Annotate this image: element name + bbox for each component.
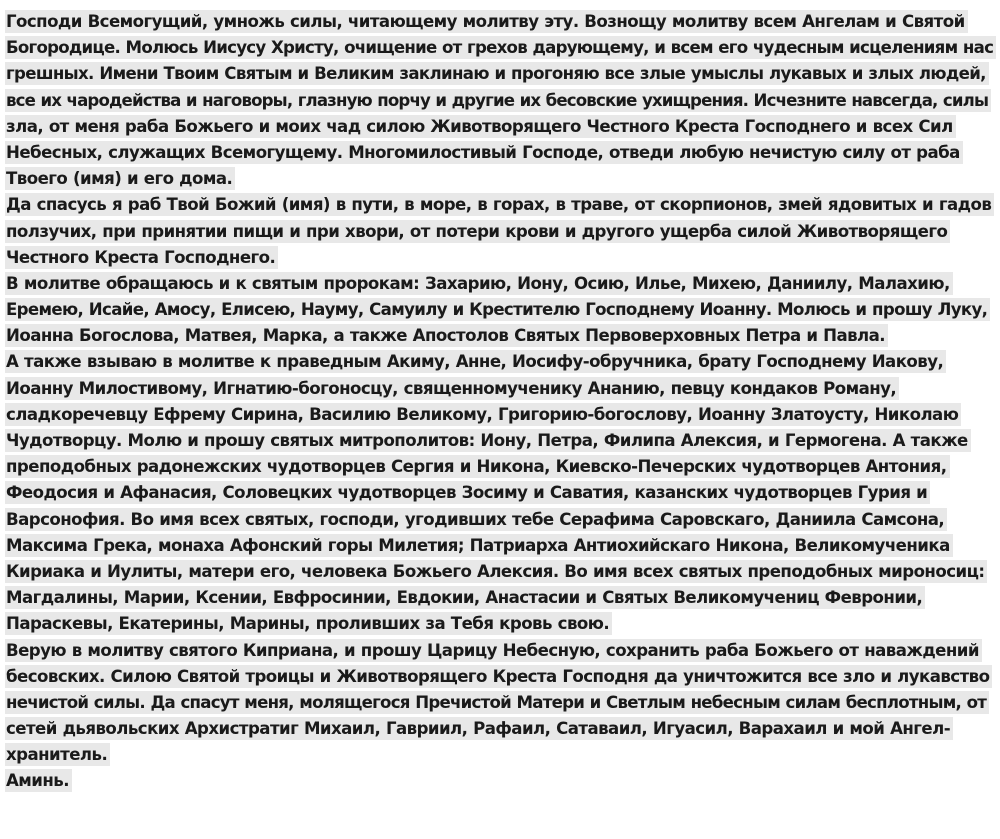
text-line-content: грешных. Имени Твоим Святым и Великим заклинаю и прогоняю все злые умыслы лукавых и злых людей, [5, 62, 989, 85]
text-line [5, 559, 997, 585]
text-line [5, 638, 997, 664]
text-line-content: все их чародейства и наговоры, глазную порчу и другие их бесовские ухищрения. Исчезните навсегда, силы [5, 89, 991, 112]
text-line-content: Параскевы, Екатерины, Марины, проливших за Тебя кровь свою. [5, 612, 612, 635]
text-line [5, 533, 997, 559]
text-line [5, 716, 997, 742]
text-line-content: сладкоречевцу Ефрему Сирина, Василию Великому, Григорию-богослову, Иоанну Златоусту, Николаю [5, 403, 961, 426]
text-line [5, 611, 997, 637]
text-line [5, 9, 997, 35]
text-line-content: Богородице. Молюсь Иисусу Христу, очищение от грехов дарующему, и всем его чудесным исцелениям нас [5, 36, 996, 59]
text-line-content: Твоего (имя) и его дома. [5, 167, 235, 190]
text-line [5, 192, 997, 218]
text-line [5, 742, 997, 768]
text-line [5, 140, 997, 166]
text-line-content: нечистой силы. Да спасут меня, молящегося Пречистой Матери и Светлым небесным силам бесплотным, от [5, 691, 989, 714]
text-line-content: преподобных радонежских чудотворцев Сергия и Никона, Киевско-Печерских чудотворцев Антония, [5, 455, 950, 478]
text-line-content: Чудотворцу. Молю и прошу святых митрополитов: Иону, Петра, Филипа Алексия, и Гермогена. А также [5, 429, 971, 452]
text-line-content: А также взываю в молитве к праведным Акиму, Анне, Иосифу-обручника, брату Господнему Иакову, [5, 350, 946, 373]
text-line [5, 507, 997, 533]
text-line-content: В молитве обращаюсь и к святым пророкам: Захарию, Иону, Осию, Илье, Михею, Даниилу, Малахию, [5, 272, 953, 295]
text-line [5, 323, 997, 349]
text-line-content: зла, от меня раба Божьего и моих чад силою Животворящего Честного Креста Господнего и всех Сил [5, 115, 956, 138]
text-line-content: Верую в молитву святого Киприана, и прошу Царицу Небесную, сохранить раба Божьего от наваждений [5, 639, 982, 662]
text-line-content: Максима Грека, монаха Афонский горы Милетия; Патриарха Антиохийскаго Никона, Великомученика [5, 534, 953, 557]
text-line [5, 35, 997, 61]
text-line [5, 61, 997, 87]
text-line-content: Честного Креста Господнего. [5, 246, 278, 269]
text-line [5, 114, 997, 140]
text-line [5, 88, 997, 114]
text-line-content: Кириака и Иулиты, матери его, человека Божьего Алексия. Во имя всех святых преподобных мироносиц: [5, 560, 987, 583]
text-line-content: хранитель. [5, 743, 110, 766]
text-line-content: Иоанну Милостивому, Игнатию-богоносцу, священномученику Ананию, певцу кондаков Роману, [5, 377, 899, 400]
text-line-content: Аминь. [5, 769, 72, 792]
text-line-content: Господи Всемогущий, умножь силы, читающему молитву эту. Вознощу молитву всем Ангелам и Святой [5, 10, 968, 33]
text-line-content: бесовских. Силою Святой троицы и Животворящего Креста Господня да уничтожится все зло и лукавство [5, 665, 992, 688]
text-line [5, 271, 997, 297]
text-line [5, 690, 997, 716]
text-line [5, 480, 997, 506]
text-line [5, 768, 997, 794]
text-line-content: Небесных, служащих Всемогущему. Многомилостивый Господе, отведи любую нечистую силу от раба [5, 141, 963, 164]
text-line-content: ползучих, при принятии пищи и при хвори, от потери крови и другого ущерба силой Животворящего [5, 220, 950, 243]
text-line [5, 297, 997, 323]
text-line-content: Магдалины, Марии, Ксении, Евфросинии, Евдокии, Анастасии и Святых Великомучениц Февронии, [5, 586, 925, 609]
text-line [5, 428, 997, 454]
prayer-text [5, 9, 997, 795]
text-line [5, 454, 997, 480]
text-line [5, 166, 997, 192]
text-line [5, 402, 997, 428]
text-line-content: Феодосия и Афанасия, Соловецких чудотворцев Зосиму и Саватия, казанских чудотворцев Гурия и [5, 481, 930, 504]
text-line-content: сетей дьявольских Архистратиг Михаил, Гавриил, Рафаил, Сатаваил, Игуасил, Варахаил и мой Ангел- [5, 717, 953, 740]
text-line [5, 349, 997, 375]
text-line-content: Еремею, Исайе, Амосу, Елисею, Науму, Самуилу и Крестителю Господнему Иоанну. Молюсь и прошу Луку, [5, 298, 990, 321]
text-line [5, 245, 997, 271]
text-line-content: Да спасусь я раб Твой Божий (имя) в пути, в море, в горах, в траве, от скорпионов, змей ядовитых и гадов [5, 193, 994, 216]
text-line [5, 376, 997, 402]
text-line [5, 219, 997, 245]
text-line-content: Иоанна Богослова, Матвея, Марка, а также Апостолов Святых Первоверховных Петра и Павла. [5, 324, 888, 347]
text-line [5, 664, 997, 690]
text-line [5, 585, 997, 611]
text-line-content: Варсонофия. Во имя всех святых, господи, угодивших тебе Серафима Саровскаго, Даниила Самсона, [5, 508, 947, 531]
